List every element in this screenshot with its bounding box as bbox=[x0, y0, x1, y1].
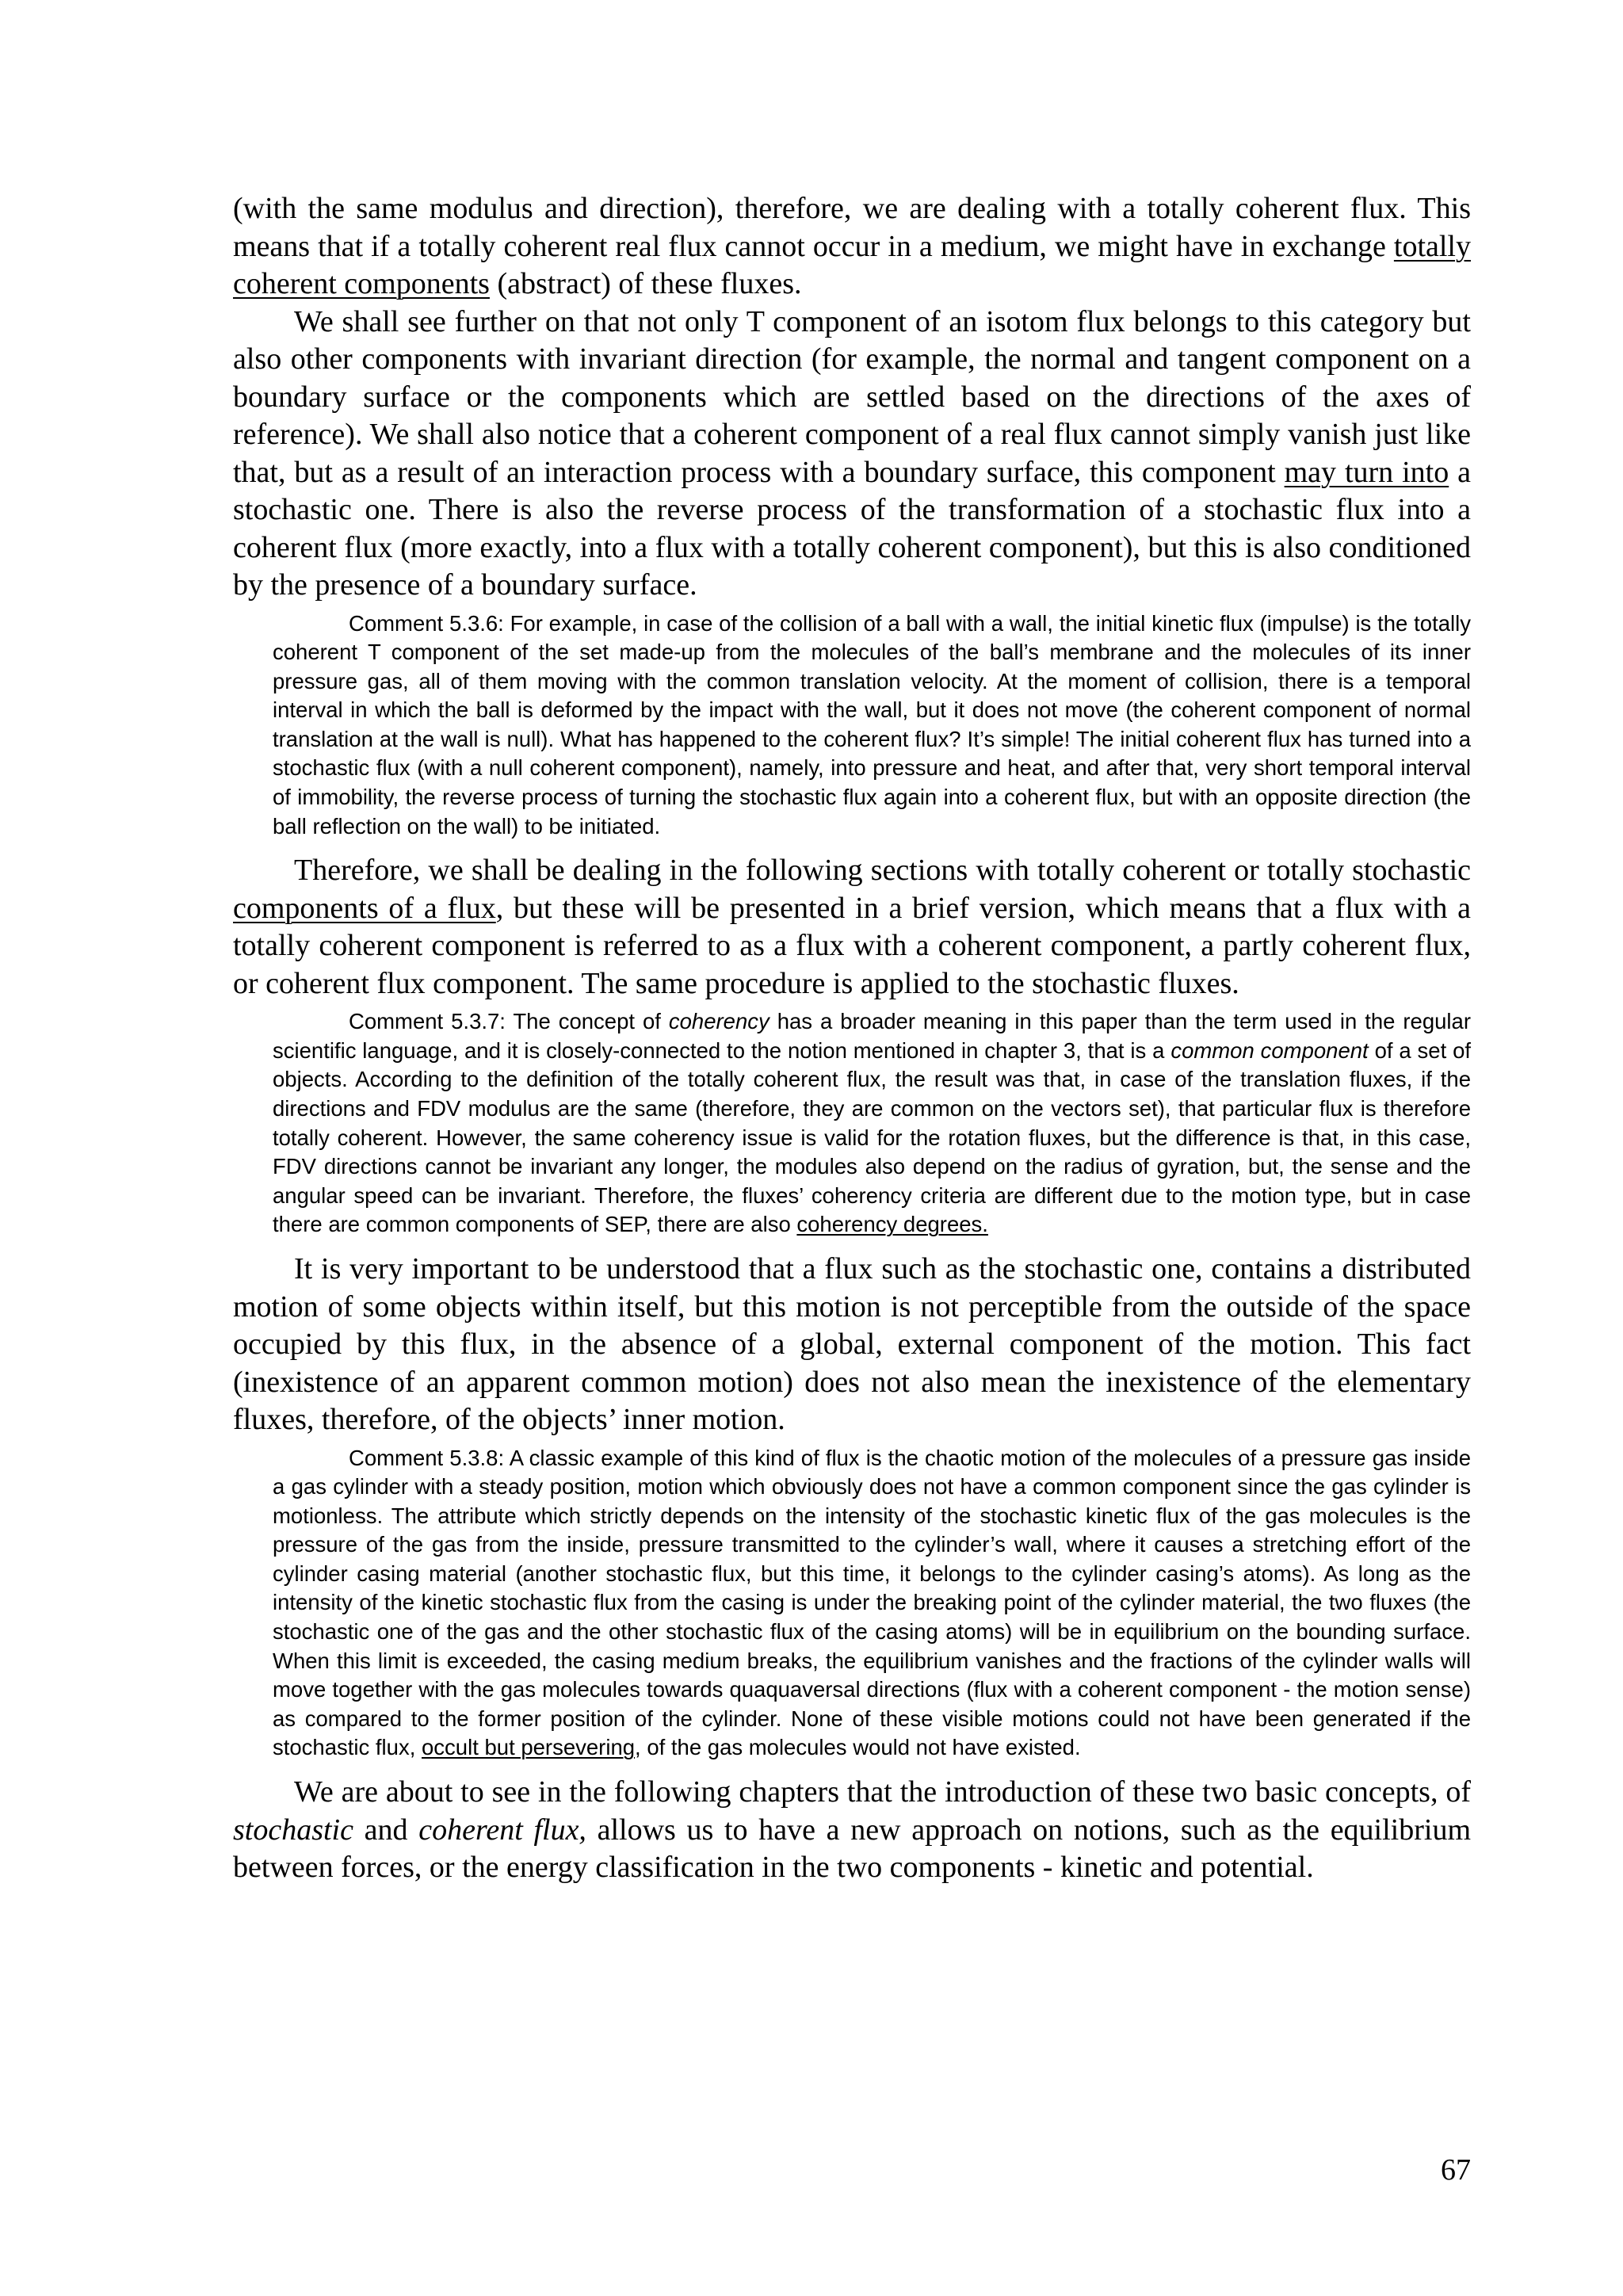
paragraph-1-text-b: (abstract) of these fluxes. bbox=[489, 267, 802, 300]
italic-term-coherency: coherency bbox=[668, 1009, 769, 1034]
comment-5-3-7-text-b: has a broader meaning in this paper than the term used in the regular scientific language, and it is closely-connected to the notion mentioned in chapter 3, that is a bbox=[273, 1009, 1471, 1063]
page-body bbox=[233, 190, 1471, 1887]
paragraph-4-text: It is very important to be understood that a flux such as the stochastic one, contains a distributed motion of some objects within itself, but this motion is not perceptible from the outside of the space occupied by this flux, in the absence of a global, external component of the motion. This fact (inexistence of an apparent common motion) does not also mean the inexistence of the elementary fluxes, therefore, of the objects’ inner motion. bbox=[233, 1252, 1471, 1436]
page-number: 67 bbox=[1441, 2153, 1471, 2187]
italic-term-coherent-flux: coherent flux, bbox=[418, 1813, 586, 1847]
paragraph-2-text-b: a stochastic one. There is also the reverse process of the transformation of a stochastic flux into a coherent flux (more exactly, into a flux with a totally coherent component), but this is also conditioned by the presence of a boundary surface. bbox=[233, 455, 1471, 602]
paragraph-4 bbox=[233, 1251, 1471, 1439]
comment-5-3-7-text-c: of a set of objects. According to the definition of the totally coherent flux, the result was that, in case of the translation fluxes, if the directions and FDV modulus are the same (therefore, they are common on the vectors set), that particular flux is therefore totally coherent. However, the same coherency issue is valid for the rotation fluxes, but the difference is that, in this case, FDV directions cannot be invariant any longer, the modules also depend on the radius of gyration, but, the sense and the angular speed can be invariant. Therefore, the fluxes’ coherency criteria are different due to the motion type, but in case there are common components of SEP, there are also bbox=[273, 1037, 1472, 1237]
paragraph-5-text-c: allows us to have a new approach on notions, such as the equilibrium between forces, or the energy classification in the two components - kinetic and potential. bbox=[233, 1813, 1471, 1885]
underlined-term-coherency-degrees: coherency degrees. bbox=[796, 1212, 988, 1237]
underlined-term-totally-coherent-components: totally coherent components bbox=[233, 229, 1471, 300]
paragraph-3-text-a: Therefore, we shall be dealing in the following sections with totally coherent or totally stochastic bbox=[294, 854, 1471, 888]
comment-5-3-7-text-a: Comment 5.3.7: The concept of bbox=[349, 1009, 669, 1034]
paragraph-5-text-b: and bbox=[353, 1813, 419, 1847]
comment-5-3-8-text-a: Comment 5.3.8: A classic example of this kind of flux is the chaotic motion of the molecules of a pressure gas inside a gas cylinder with a steady position, motion which obviously does not have a common component since the gas cylinder is motionless. The attribute which strictly depends on the intensity of the stochastic kinetic flux of the gas molecules is the pressure of the gas from the inside, pressure transmitted to the cylinder’s wall, where it causes a stretching effort of the cylinder casing material (another stochastic flux, but this time, it belongs to the cylinder casing’s atoms). As long as the intensity of the kinetic stochastic flux from the casing is under the breaking point of the cylinder material, the two fluxes (the stochastic one of the gas and the other stochastic flux of the casing atoms) will be in equilibrium on the bounding surface. When this limit is exceeded, the casing medium breaks, the equilibrium vanishes and the fractions of the cylinder walls will move together with the gas molecules towards quaquaversal directions (flux with a coherent component - the motion sense) as compared to the former position of the cylinder. None of these visible motions could not have been generated if the stochastic flux, bbox=[273, 1445, 1471, 1760]
comment-5-3-6-text: Comment 5.3.6: For example, in case of the collision of a ball with a wall, the initial kinetic flux (impulse) is the totally coherent T component of the set made-up from the molecules of the ball’s membrane and the molecules of its inner pressure gas, all of them moving with the common translation velocity. At the moment of collision, there is a temporal interval in which the ball is deformed by the impact with the wall, but it does not move (the coherent component of normal translation at the wall is null). What has happened to the coherent flux? It’s simple! The initial coherent flux has turned into a stochastic flux (with a null coherent component), namely, into pressure and heat, and after that, very short temporal interval of immobility, the reverse process of turning the stochastic flux again into a coherent flux, but with an opposite direction (the ball reflection on the wall) to be initiated. bbox=[273, 610, 1471, 839]
paragraph-1 bbox=[233, 190, 1471, 304]
paragraph-3 bbox=[233, 852, 1471, 1003]
paragraph-3-text-b: , but these will be presented in a brief version, which means that a flux with a totally coherent component is referred to as a flux with a coherent component, a partly coherent flux, or coherent flux component. The same procedure is applied to the stochastic fluxes. bbox=[233, 891, 1471, 1000]
comment-5-3-6 bbox=[273, 609, 1471, 842]
paragraph-5-text-a: We are about to see in the following chapters that the introduction of these two basic concepts, of bbox=[294, 1775, 1471, 1809]
comment-5-3-8-text-b: , of the gas molecules would not have existed. bbox=[635, 1735, 1081, 1760]
comment-5-3-7 bbox=[273, 1007, 1471, 1240]
paragraph-5 bbox=[233, 1774, 1471, 1887]
underlined-term-may-turn-into: may turn into bbox=[1284, 455, 1449, 489]
comment-5-3-8 bbox=[273, 1444, 1471, 1763]
paragraph-2-text-a: We shall see further on that not only T component of an isotom flux belongs to this category but also other components with invariant direction (for example, the normal and tangent component on a boundary surface or the components which are settled based on the directions of the axes of reference). We shall also notice that a coherent component of a real flux cannot simply vanish just like that, but as a result of an interaction process with a boundary surface, this component bbox=[233, 304, 1471, 489]
paragraph-2 bbox=[233, 304, 1471, 605]
paragraph-1-text-a: (with the same modulus and direction), therefore, we are dealing with a totally coherent flux. This means that if a totally coherent real flux cannot occur in a medium, we might have in exchange bbox=[233, 192, 1471, 263]
underlined-term-occult-but-persevering: occult but persevering bbox=[422, 1735, 636, 1760]
italic-term-common-component: common component bbox=[1170, 1037, 1369, 1063]
underlined-term-components-of-a-flux: components of a flux bbox=[233, 891, 496, 925]
italic-term-stochastic: stochastic bbox=[233, 1813, 353, 1847]
